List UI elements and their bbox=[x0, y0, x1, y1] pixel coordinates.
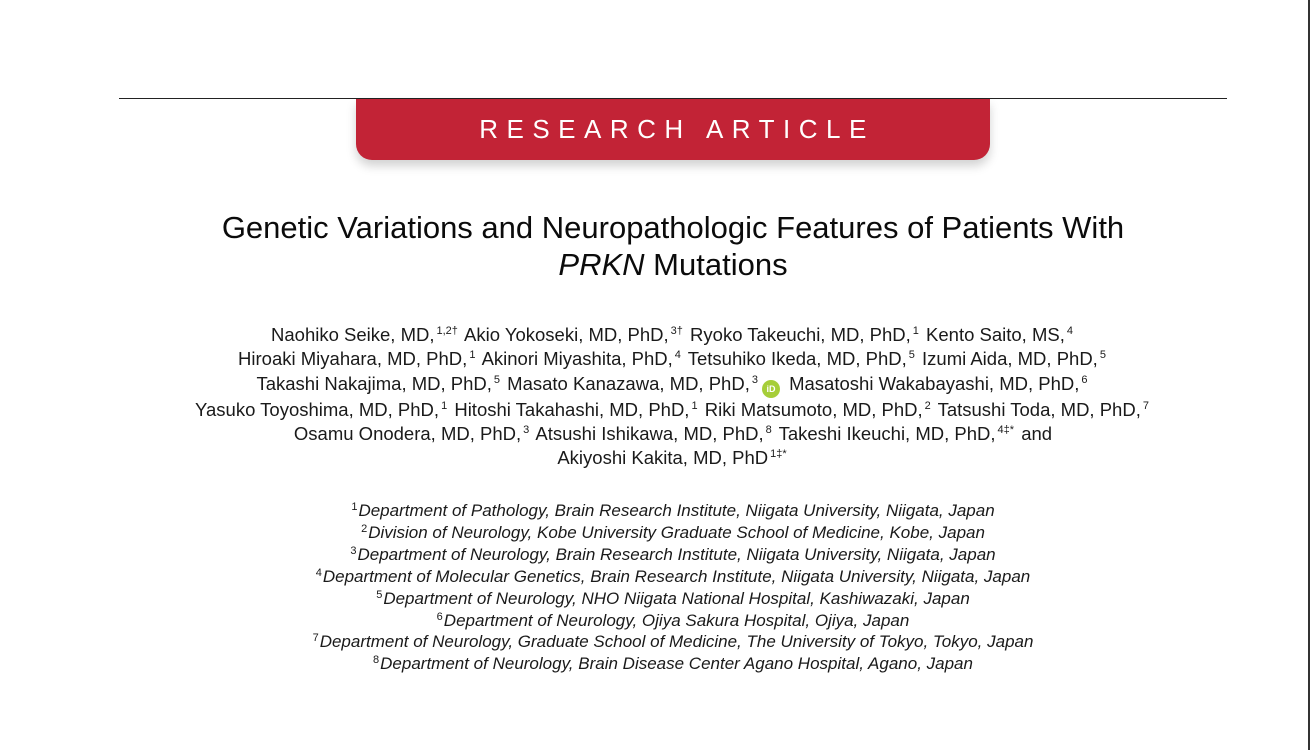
author-name: Takashi Nakajima, MD, PhD, bbox=[256, 372, 492, 394]
author-affil-ref: 1,2† bbox=[436, 325, 458, 337]
affiliation-item bbox=[0, 588, 1310, 610]
article-type-banner bbox=[356, 99, 990, 160]
author-name: Tetsuhiko Ikeda, MD, PhD, bbox=[687, 348, 907, 370]
affiliation-text: Division of Neurology, Kobe University Graduate School of Medicine, Kobe, Japan bbox=[368, 522, 985, 542]
author-name: Ryoko Takeuchi, MD, PhD, bbox=[690, 324, 911, 345]
affiliation-text: Department of Neurology, Brain Disease Center Agano Hospital, Agano, Japan bbox=[380, 654, 973, 674]
author-name: Yasuko Toyoshima, MD, PhD, bbox=[195, 398, 440, 420]
author-affil-ref: 1‡* bbox=[770, 448, 787, 461]
author-name: Atsushi Ishikawa, MD, PhD, bbox=[535, 422, 764, 444]
author-line bbox=[0, 323, 1310, 347]
author-affil-ref: 5 bbox=[908, 349, 915, 362]
author-line bbox=[0, 347, 1310, 371]
affiliation-text: Department of Neurology, Brain Research Institute, Niigata University, Niigata, Japan bbox=[357, 544, 996, 564]
author-name: Akio Yokoseki, MD, PhD, bbox=[464, 324, 669, 345]
author-line bbox=[0, 422, 1310, 446]
author-affil-ref: 4 bbox=[1066, 325, 1073, 337]
author-affil-ref: 3† bbox=[670, 325, 683, 337]
author-name: Hitoshi Takahashi, MD, PhD, bbox=[454, 398, 690, 420]
affiliation-item bbox=[0, 544, 1310, 566]
author-list bbox=[0, 323, 1310, 470]
author-name: Tatsushi Toda, MD, PhD, bbox=[937, 398, 1141, 420]
affiliation-text: Department of Molecular Genetics, Brain Research Institute, Niigata University, Niigata, Japan bbox=[322, 566, 1031, 586]
affiliation-item bbox=[0, 610, 1310, 632]
author-affil-ref: 1 bbox=[691, 399, 698, 412]
affiliation-number: 5 bbox=[376, 588, 383, 601]
author-name: Takeshi Ikeuchi, MD, PhD, bbox=[778, 422, 996, 444]
affiliation-item bbox=[0, 500, 1310, 522]
title-line-2-rest: Mutations bbox=[644, 247, 788, 282]
affiliation-item bbox=[0, 522, 1310, 544]
orcid-icon[interactable]: iD bbox=[762, 380, 780, 398]
author-conjunction: and bbox=[1021, 422, 1053, 444]
author-affil-ref: 1 bbox=[469, 349, 476, 362]
author-name: Izumi Aida, MD, PhD, bbox=[922, 348, 1098, 370]
title-line-1: Genetic Variations and Neuropathologic Features of Patients With bbox=[221, 210, 1125, 245]
affiliation-number: 3 bbox=[350, 544, 357, 557]
title-gene-name: PRKN bbox=[558, 247, 645, 282]
affiliation-text: Department of Neurology, Graduate School of Medicine, The University of Tokyo, Tokyo, Japan bbox=[319, 632, 1034, 652]
affiliation-item bbox=[0, 631, 1310, 653]
affiliation-number: 8 bbox=[373, 654, 380, 667]
author-name: Naohiko Seike, MD, bbox=[271, 324, 435, 345]
affiliation-number: 6 bbox=[436, 610, 443, 623]
affiliation-text: Department of Neurology, NHO Niigata National Hospital, Kashiwazaki, Japan bbox=[383, 588, 970, 608]
affiliation-item bbox=[0, 653, 1310, 675]
affiliation-list bbox=[0, 500, 1310, 675]
article-title bbox=[0, 209, 1310, 283]
affiliation-number: 2 bbox=[361, 522, 368, 535]
author-affil-ref: 2 bbox=[924, 399, 931, 412]
author-line bbox=[0, 398, 1310, 422]
author-affil-ref: 3 bbox=[523, 423, 530, 436]
author-affil-ref: 1 bbox=[912, 325, 919, 337]
author-affil-ref: 5 bbox=[1099, 349, 1106, 362]
affiliation-text: Department of Pathology, Brain Research Institute, Niigata University, Niigata, Japan bbox=[358, 501, 995, 520]
author-affil-ref: 4 bbox=[674, 349, 681, 362]
author-affil-ref: 8 bbox=[765, 423, 772, 436]
author-name: Osamu Onodera, MD, PhD, bbox=[293, 422, 522, 444]
banner-label: RESEARCH ARTICLE bbox=[479, 114, 875, 144]
author-name: Hiroaki Miyahara, MD, PhD, bbox=[238, 348, 468, 370]
author-name: Masato Kanazawa, MD, PhD, bbox=[507, 372, 750, 394]
author-name: Akinori Miyashita, PhD, bbox=[481, 348, 673, 370]
affiliation-text: Department of Neurology, Ojiya Sakura Hospital, Ojiya, Japan bbox=[443, 610, 910, 630]
author-name: Akiyoshi Kakita, MD, PhD bbox=[557, 447, 769, 469]
affiliation-item bbox=[0, 566, 1310, 588]
author-name: Riki Matsumoto, MD, PhD, bbox=[704, 398, 923, 420]
author-affil-ref: 6 bbox=[1081, 373, 1088, 386]
author-line bbox=[0, 372, 1310, 398]
affiliation-number: 7 bbox=[312, 632, 319, 645]
author-name: Kento Saito, MS, bbox=[926, 324, 1065, 345]
title-line-2 bbox=[0, 246, 1310, 283]
author-affil-ref: 3 bbox=[751, 373, 758, 386]
author-affil-ref: 1 bbox=[441, 399, 448, 412]
author-line bbox=[0, 446, 1310, 470]
author-name: Masatoshi Wakabayashi, MD, PhD, bbox=[789, 372, 1080, 394]
affiliation-number: 4 bbox=[315, 566, 322, 579]
author-affil-ref: 5 bbox=[493, 373, 501, 386]
author-affil-ref: 7 bbox=[1142, 399, 1149, 412]
author-affil-ref: 4‡* bbox=[997, 423, 1015, 436]
affiliation-number: 1 bbox=[351, 501, 358, 513]
